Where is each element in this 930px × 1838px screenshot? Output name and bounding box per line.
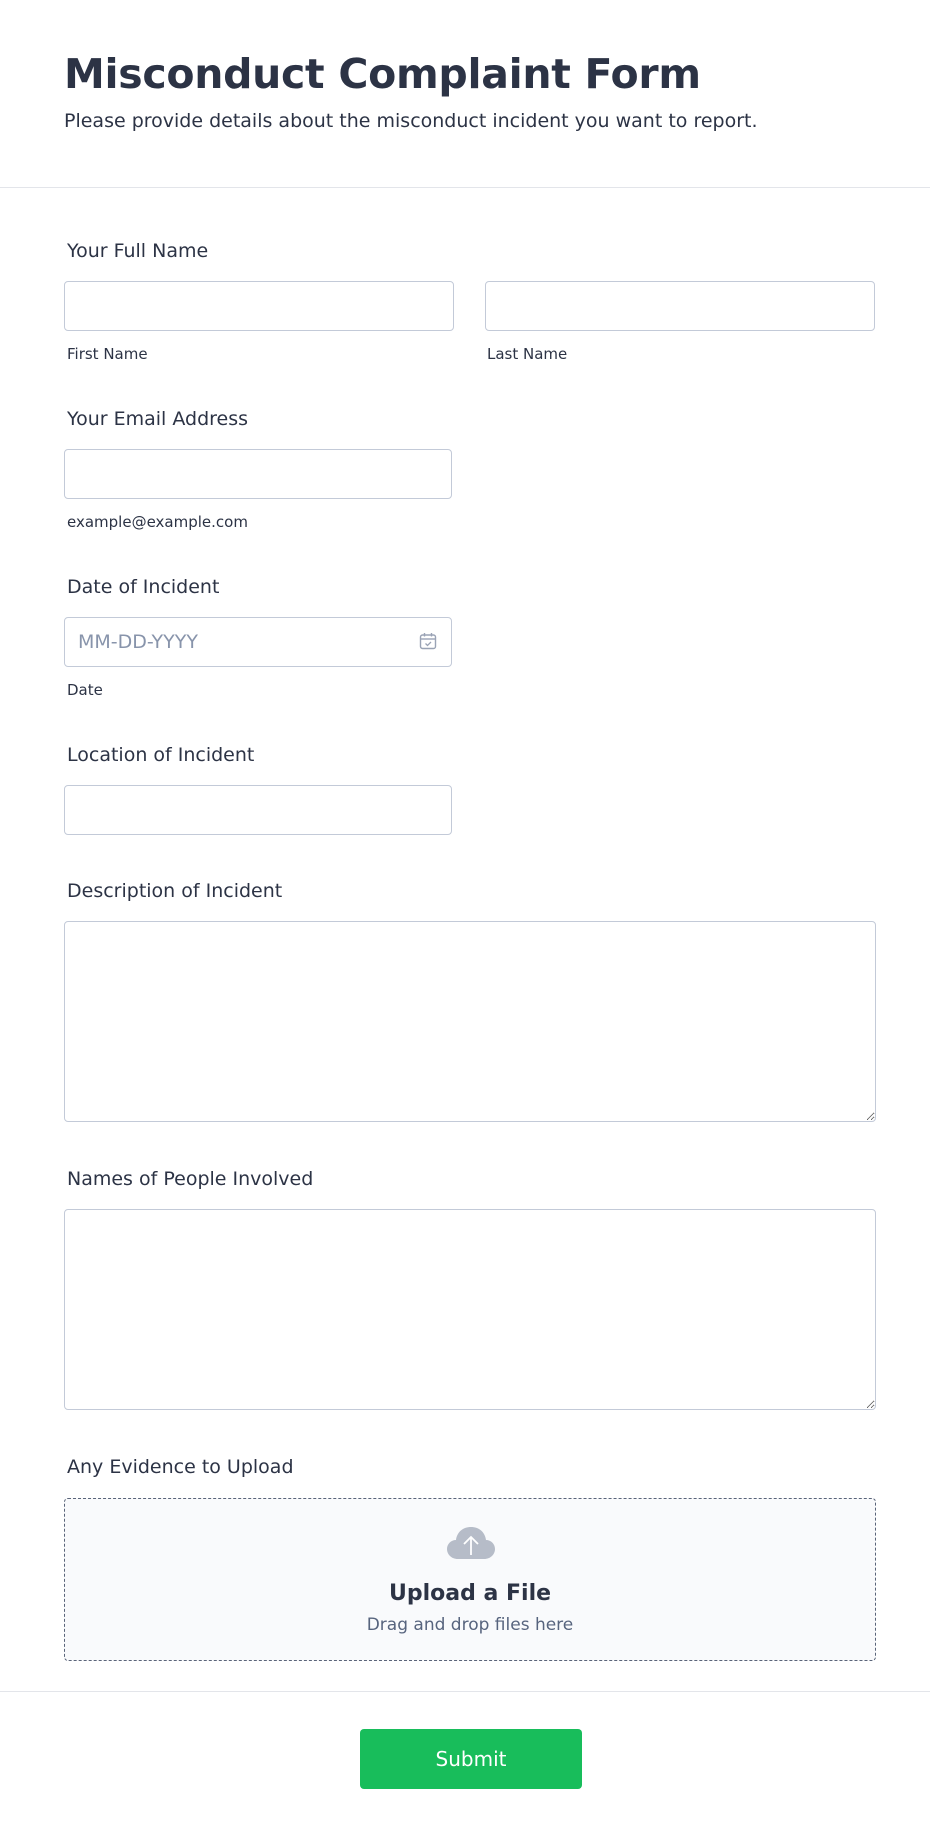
- full-name-label: Your Full Name: [67, 240, 209, 262]
- page-subtitle: Please provide details about the misconduct incident you want to report.: [64, 110, 758, 132]
- first-name-sublabel: First Name: [67, 345, 148, 363]
- file-upload-dropzone[interactable]: [64, 1498, 876, 1661]
- first-name-input[interactable]: [64, 281, 454, 331]
- upload-title: Upload a File: [388, 1581, 552, 1606]
- evidence-label: Any Evidence to Upload: [67, 1456, 294, 1478]
- description-textarea[interactable]: [64, 921, 876, 1122]
- date-sublabel: Date: [67, 681, 103, 699]
- footer-divider: [0, 1691, 930, 1692]
- people-label: Names of People Involved: [67, 1168, 314, 1190]
- description-label: Description of Incident: [67, 880, 283, 902]
- cloud-upload-icon: [446, 1525, 496, 1561]
- location-input[interactable]: [64, 785, 452, 835]
- people-textarea[interactable]: [64, 1209, 876, 1410]
- email-sublabel: example@example.com: [67, 513, 248, 531]
- location-label: Location of Incident: [67, 744, 255, 766]
- date-input[interactable]: [64, 617, 452, 667]
- submit-button[interactable]: Submit: [360, 1729, 582, 1789]
- form-header: [0, 0, 930, 188]
- date-label: Date of Incident: [67, 576, 220, 598]
- upload-hint: Drag and drop files here: [366, 1615, 574, 1635]
- last-name-input[interactable]: [485, 281, 875, 331]
- email-label: Your Email Address: [67, 408, 249, 430]
- email-input[interactable]: [64, 449, 452, 499]
- calendar-icon[interactable]: [419, 632, 437, 650]
- page-title: Misconduct Complaint Form: [64, 50, 701, 98]
- last-name-sublabel: Last Name: [487, 345, 568, 363]
